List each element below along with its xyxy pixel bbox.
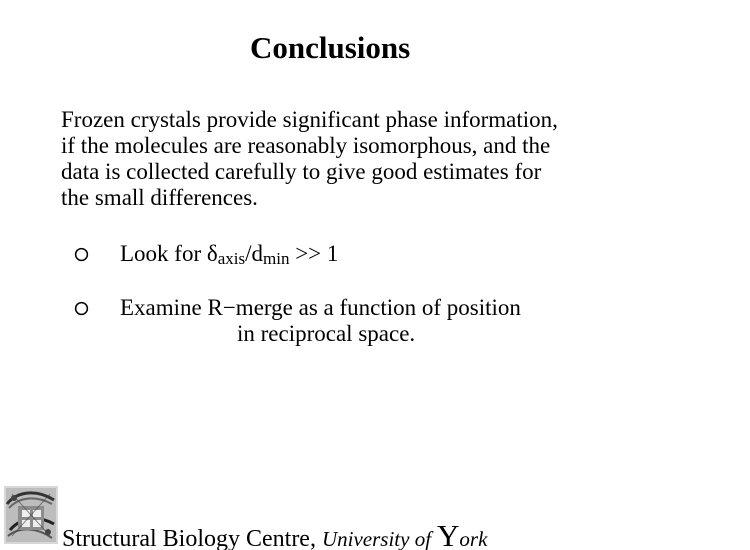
footer-credit [62,518,487,550]
intro-line: data is collected carefully to give good estimates for [61,159,542,184]
intro-line: if the molecules are reasonably isomorphous, and the [61,133,551,158]
bullet-suffix: >> 1 [289,241,339,266]
open-circle-bullet-icon [74,301,89,316]
bullet-prefix: Look for [120,241,207,266]
intro-line: Frozen crystals provide significant phase information, [61,107,558,132]
intro-line: the small differences. [61,185,258,210]
bullet-line: Examine R−merge as a function of position [120,295,521,320]
bullet-item-delta-ratio [74,241,338,272]
footer [4,486,564,550]
slide-title: Conclusions [250,30,411,65]
york-initial: Y [437,518,460,550]
bullet-line: in reciprocal space. [237,321,416,346]
open-circle-bullet-icon [74,247,89,262]
subscript-axis: axis [217,249,246,268]
slash-d: /d [245,241,263,266]
intro-paragraph [61,107,701,211]
structural-biology-logo-icon [4,486,58,544]
delta-symbol: δ [206,241,218,266]
york-rest: ork [459,527,488,550]
bullet-text [120,295,521,347]
centre-name: Structural Biology Centre, [62,526,316,550]
subscript-min: min [263,249,290,268]
bullet-text [120,241,338,272]
university-prefix: University of [321,527,432,550]
bullet-item-rmerge [74,295,521,347]
